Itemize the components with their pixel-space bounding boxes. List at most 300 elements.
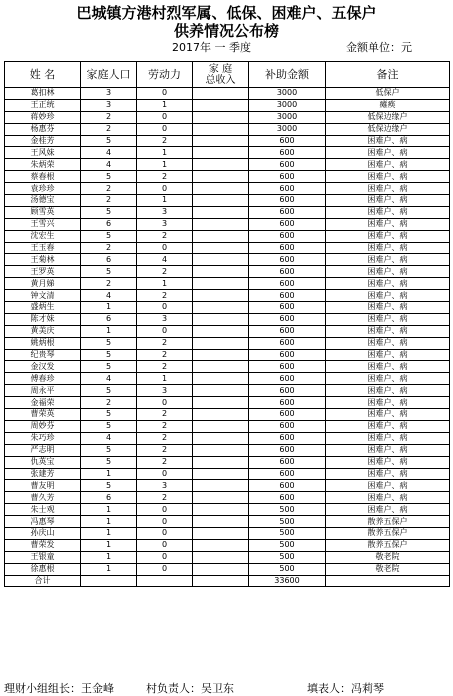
total-empty-note — [326, 575, 450, 587]
cell-labor: 1 — [137, 195, 193, 207]
cell-income — [193, 420, 249, 432]
table-row — [5, 385, 450, 397]
cell-labor: 2 — [137, 409, 193, 421]
cell-name: 姚炳根 — [5, 337, 81, 349]
cell-name: 王银童 — [5, 551, 81, 563]
cell-labor: 0 — [137, 325, 193, 337]
header-subsidy: 补助金额 — [249, 62, 326, 88]
cell-labor: 2 — [137, 266, 193, 278]
cell-labor: 0 — [137, 504, 193, 516]
cell-subsidy: 600 — [249, 254, 326, 266]
cell-note: 敬老院 — [326, 563, 450, 575]
cell-note: 困难户、病 — [326, 432, 450, 444]
cell-labor: 3 — [137, 218, 193, 230]
cell-labor: 1 — [137, 99, 193, 111]
cell-name: 张建芳 — [5, 468, 81, 480]
cell-family: 1 — [81, 563, 137, 575]
table-row — [5, 218, 450, 230]
table-row — [5, 468, 450, 480]
cell-subsidy: 600 — [249, 325, 326, 337]
cell-family: 5 — [81, 385, 137, 397]
cell-note: 瘫痪 — [326, 99, 450, 111]
cell-family: 4 — [81, 147, 137, 159]
cell-income — [193, 409, 249, 421]
header-note: 备注 — [326, 62, 450, 88]
cell-family: 3 — [81, 99, 137, 111]
cell-note: 困难户、病 — [326, 183, 450, 195]
table-row — [5, 183, 450, 195]
table-row — [5, 373, 450, 385]
cell-family: 5 — [81, 361, 137, 373]
cell-subsidy: 600 — [249, 195, 326, 207]
cell-subsidy: 600 — [249, 480, 326, 492]
table-row — [5, 409, 450, 421]
cell-name: 黄美庆 — [5, 325, 81, 337]
cell-name: 金汉发 — [5, 361, 81, 373]
cell-subsidy: 3000 — [249, 123, 326, 135]
table-row — [5, 278, 450, 290]
cell-labor: 0 — [137, 111, 193, 123]
table-row — [5, 195, 450, 207]
cell-family: 2 — [81, 397, 137, 409]
cell-name: 周妙芬 — [5, 420, 81, 432]
table-row — [5, 444, 450, 456]
table-row — [5, 480, 450, 492]
cell-name: 沈宏生 — [5, 230, 81, 242]
cell-income — [193, 183, 249, 195]
cell-family: 5 — [81, 266, 137, 278]
cell-note: 困难户、病 — [326, 266, 450, 278]
cell-note: 困难户、病 — [326, 504, 450, 516]
cell-labor: 2 — [137, 135, 193, 147]
cell-income — [193, 135, 249, 147]
cell-family: 2 — [81, 195, 137, 207]
cell-note: 散养五保户 — [326, 516, 450, 528]
cell-name: 蒋妙珍 — [5, 111, 81, 123]
cell-subsidy: 600 — [249, 373, 326, 385]
cell-income — [193, 254, 249, 266]
cell-family: 2 — [81, 278, 137, 290]
cell-labor: 2 — [137, 349, 193, 361]
cell-family: 1 — [81, 468, 137, 480]
cell-subsidy: 600 — [249, 456, 326, 468]
cell-labor: 3 — [137, 385, 193, 397]
cell-note: 困难户、病 — [326, 290, 450, 302]
total-row — [5, 575, 450, 587]
table-row — [5, 171, 450, 183]
cell-family: 1 — [81, 527, 137, 539]
cell-income — [193, 468, 249, 480]
cell-name: 盛炳生 — [5, 302, 81, 314]
cell-labor: 2 — [137, 492, 193, 504]
cell-name: 王罗英 — [5, 266, 81, 278]
table-row — [5, 349, 450, 361]
cell-note: 困难户、病 — [326, 171, 450, 183]
cell-subsidy: 3000 — [249, 111, 326, 123]
cell-family: 4 — [81, 159, 137, 171]
cell-note: 困难户、病 — [326, 337, 450, 349]
title-line-1: 巴城镇方港村烈军属、低保、困难户、五保户 — [76, 4, 377, 22]
cell-note: 困难户、病 — [326, 373, 450, 385]
table-body — [5, 88, 450, 576]
cell-subsidy: 600 — [249, 159, 326, 171]
table-row — [5, 492, 450, 504]
cell-family: 6 — [81, 254, 137, 266]
total-label: 合计 — [5, 575, 81, 587]
cell-name: 陈才妹 — [5, 313, 81, 325]
cell-note: 困难户、病 — [326, 135, 450, 147]
cell-income — [193, 397, 249, 409]
cell-name: 黄月娣 — [5, 278, 81, 290]
cell-income — [193, 111, 249, 123]
cell-note: 困难户、病 — [326, 302, 450, 314]
cell-subsidy: 600 — [249, 278, 326, 290]
header-row — [5, 62, 450, 88]
table-row — [5, 230, 450, 242]
cell-subsidy: 600 — [249, 492, 326, 504]
cell-income — [193, 302, 249, 314]
table-row — [5, 539, 450, 551]
cell-name: 纪贵琴 — [5, 349, 81, 361]
cell-note: 困难户、病 — [326, 468, 450, 480]
cell-income — [193, 290, 249, 302]
cell-name: 金桂芳 — [5, 135, 81, 147]
cell-name: 曹久芳 — [5, 492, 81, 504]
cell-note: 散养五保户 — [326, 539, 450, 551]
cell-name: 钟文清 — [5, 290, 81, 302]
cell-family: 1 — [81, 504, 137, 516]
cell-note: 困难户、病 — [326, 385, 450, 397]
cell-income — [193, 361, 249, 373]
cell-labor: 0 — [137, 527, 193, 539]
cell-note: 困难户、病 — [326, 409, 450, 421]
cell-subsidy: 500 — [249, 539, 326, 551]
cell-income — [193, 325, 249, 337]
cell-income — [193, 551, 249, 563]
cell-labor: 1 — [137, 373, 193, 385]
cell-note: 困难户、病 — [326, 159, 450, 171]
total-empty-labor — [137, 575, 193, 587]
cell-income — [193, 242, 249, 254]
cell-note: 困难户、病 — [326, 444, 450, 456]
cell-subsidy: 600 — [249, 290, 326, 302]
cell-subsidy: 600 — [249, 242, 326, 254]
cell-note: 困难户、病 — [326, 278, 450, 290]
cell-name: 王菊林 — [5, 254, 81, 266]
cell-subsidy: 600 — [249, 218, 326, 230]
cell-labor: 0 — [137, 88, 193, 100]
cell-income — [193, 230, 249, 242]
cell-name: 朱炳荣 — [5, 159, 81, 171]
cell-name: 蔡春根 — [5, 171, 81, 183]
cell-family: 5 — [81, 337, 137, 349]
cell-subsidy: 600 — [249, 409, 326, 421]
cell-family: 5 — [81, 409, 137, 421]
cell-family: 5 — [81, 230, 137, 242]
cell-income — [193, 539, 249, 551]
cell-family: 4 — [81, 373, 137, 385]
cell-subsidy: 600 — [249, 432, 326, 444]
cell-subsidy: 600 — [249, 302, 326, 314]
cell-income — [193, 527, 249, 539]
cell-family: 1 — [81, 325, 137, 337]
table-row — [5, 159, 450, 171]
cell-subsidy: 600 — [249, 420, 326, 432]
cell-note: 困难户、病 — [326, 313, 450, 325]
cell-name: 王玉春 — [5, 242, 81, 254]
table-row — [5, 504, 450, 516]
cell-name: 朱巧珍 — [5, 432, 81, 444]
cell-note: 困难户、病 — [326, 456, 450, 468]
period-label: 2017年 一 季度 — [172, 41, 251, 54]
cell-subsidy: 600 — [249, 183, 326, 195]
cell-note: 困难户、病 — [326, 420, 450, 432]
header-labor: 劳动力 — [137, 62, 193, 88]
cell-income — [193, 278, 249, 290]
cell-labor: 0 — [137, 397, 193, 409]
cell-family: 5 — [81, 135, 137, 147]
cell-name: 葛扣林 — [5, 88, 81, 100]
table-row — [5, 88, 450, 100]
cell-labor: 1 — [137, 278, 193, 290]
cell-income — [193, 432, 249, 444]
table-row — [5, 266, 450, 278]
footer-village-head: 村负责人：吴卫东 — [146, 682, 234, 695]
table-row — [5, 206, 450, 218]
cell-labor: 2 — [137, 432, 193, 444]
cell-income — [193, 504, 249, 516]
cell-name: 严志明 — [5, 444, 81, 456]
cell-subsidy: 600 — [249, 361, 326, 373]
cell-note: 困难户、病 — [326, 206, 450, 218]
cell-labor: 3 — [137, 313, 193, 325]
cell-name: 周永平 — [5, 385, 81, 397]
cell-labor: 0 — [137, 468, 193, 480]
cell-income — [193, 385, 249, 397]
cell-labor: 2 — [137, 361, 193, 373]
cell-note: 散养五保户 — [326, 527, 450, 539]
cell-subsidy: 3000 — [249, 99, 326, 111]
header-family: 家庭人口 — [81, 62, 137, 88]
cell-name: 袁珍珍 — [5, 183, 81, 195]
cell-name: 曹荣英 — [5, 409, 81, 421]
cell-income — [193, 516, 249, 528]
cell-income — [193, 266, 249, 278]
cell-income — [193, 171, 249, 183]
cell-family: 5 — [81, 349, 137, 361]
cell-labor: 2 — [137, 290, 193, 302]
cell-income — [193, 88, 249, 100]
cell-family: 5 — [81, 420, 137, 432]
cell-name: 王雪兴 — [5, 218, 81, 230]
cell-name: 汤德宝 — [5, 195, 81, 207]
cell-income — [193, 492, 249, 504]
cell-family: 6 — [81, 218, 137, 230]
cell-name: 孙庆山 — [5, 527, 81, 539]
header-income-top: 家 庭 — [208, 63, 233, 75]
table-row — [5, 147, 450, 159]
cell-subsidy: 600 — [249, 147, 326, 159]
cell-income — [193, 147, 249, 159]
cell-note: 困难户、病 — [326, 218, 450, 230]
cell-labor: 0 — [137, 183, 193, 195]
cell-note: 困难户、病 — [326, 242, 450, 254]
cell-labor: 0 — [137, 123, 193, 135]
cell-income — [193, 444, 249, 456]
table-row — [5, 397, 450, 409]
cell-income — [193, 218, 249, 230]
total-empty-family — [81, 575, 137, 587]
cell-note: 低保户 — [326, 88, 450, 100]
cell-subsidy: 500 — [249, 563, 326, 575]
cell-family: 2 — [81, 183, 137, 195]
cell-subsidy: 500 — [249, 516, 326, 528]
cell-subsidy: 600 — [249, 385, 326, 397]
cell-income — [193, 313, 249, 325]
cell-subsidy: 600 — [249, 313, 326, 325]
cell-family: 3 — [81, 88, 137, 100]
cell-income — [193, 195, 249, 207]
cell-labor: 0 — [137, 242, 193, 254]
table-row — [5, 302, 450, 314]
cell-labor: 1 — [137, 147, 193, 159]
table-row — [5, 551, 450, 563]
cell-family: 4 — [81, 432, 137, 444]
cell-income — [193, 349, 249, 361]
table-row — [5, 432, 450, 444]
cell-name: 傅春珍 — [5, 373, 81, 385]
cell-name: 徐惠根 — [5, 563, 81, 575]
cell-labor: 2 — [137, 420, 193, 432]
table-row — [5, 313, 450, 325]
cell-labor: 2 — [137, 171, 193, 183]
header-income — [193, 62, 249, 88]
footer-preparer: 填表人：冯莉琴 — [307, 682, 384, 695]
header-name: 姓 名 — [5, 62, 81, 88]
table-row — [5, 456, 450, 468]
table-row — [5, 361, 450, 373]
cell-subsidy: 600 — [249, 230, 326, 242]
cell-name: 顾雪英 — [5, 206, 81, 218]
table-row — [5, 420, 450, 432]
cell-name: 金福荣 — [5, 397, 81, 409]
cell-subsidy: 600 — [249, 135, 326, 147]
cell-income — [193, 373, 249, 385]
table-row — [5, 254, 450, 266]
cell-income — [193, 123, 249, 135]
cell-labor: 2 — [137, 230, 193, 242]
unit-label: 金额单位：元 — [346, 41, 412, 54]
total-empty-income — [193, 575, 249, 587]
cell-labor: 2 — [137, 444, 193, 456]
cell-income — [193, 99, 249, 111]
cell-note: 困难户、病 — [326, 397, 450, 409]
title-line-2: 供养情况公布榜 — [173, 22, 279, 40]
total-subsidy: 33600 — [249, 575, 326, 587]
cell-subsidy: 500 — [249, 504, 326, 516]
cell-family: 5 — [81, 456, 137, 468]
cell-family: 2 — [81, 242, 137, 254]
cell-family: 5 — [81, 171, 137, 183]
cell-name: 王正统 — [5, 99, 81, 111]
table-row — [5, 242, 450, 254]
cell-income — [193, 563, 249, 575]
cell-subsidy: 500 — [249, 527, 326, 539]
cell-family: 2 — [81, 123, 137, 135]
cell-subsidy: 3000 — [249, 88, 326, 100]
cell-note: 敬老院 — [326, 551, 450, 563]
cell-labor: 1 — [137, 159, 193, 171]
cell-note: 困难户、病 — [326, 147, 450, 159]
cell-labor: 3 — [137, 480, 193, 492]
cell-income — [193, 159, 249, 171]
cell-subsidy: 600 — [249, 349, 326, 361]
cell-labor: 2 — [137, 337, 193, 349]
cell-subsidy: 600 — [249, 266, 326, 278]
table-row — [5, 527, 450, 539]
cell-note: 困难户、病 — [326, 325, 450, 337]
header-income-bottom: 总收入 — [205, 74, 236, 86]
table-row — [5, 325, 450, 337]
cell-family: 6 — [81, 492, 137, 504]
cell-income — [193, 337, 249, 349]
cell-labor: 2 — [137, 456, 193, 468]
cell-note: 困难户、病 — [326, 195, 450, 207]
cell-family: 1 — [81, 302, 137, 314]
table-row — [5, 99, 450, 111]
cell-name: 朱士观 — [5, 504, 81, 516]
cell-income — [193, 206, 249, 218]
cell-income — [193, 480, 249, 492]
cell-income — [193, 456, 249, 468]
cell-family: 6 — [81, 313, 137, 325]
cell-labor: 0 — [137, 539, 193, 551]
cell-family: 1 — [81, 516, 137, 528]
cell-subsidy: 600 — [249, 337, 326, 349]
cell-family: 5 — [81, 480, 137, 492]
cell-note: 困难户、病 — [326, 230, 450, 242]
cell-note: 困难户、病 — [326, 480, 450, 492]
cell-name: 曹友明 — [5, 480, 81, 492]
cell-subsidy: 600 — [249, 171, 326, 183]
cell-name: 王风妹 — [5, 147, 81, 159]
cell-subsidy: 600 — [249, 206, 326, 218]
cell-labor: 0 — [137, 551, 193, 563]
cell-note: 困难户、病 — [326, 361, 450, 373]
cell-subsidy: 600 — [249, 397, 326, 409]
subsidy-table — [4, 61, 450, 587]
table-row — [5, 563, 450, 575]
cell-labor: 0 — [137, 516, 193, 528]
cell-family: 1 — [81, 539, 137, 551]
cell-labor: 0 — [137, 302, 193, 314]
table-row — [5, 111, 450, 123]
cell-labor: 0 — [137, 563, 193, 575]
cell-family: 5 — [81, 444, 137, 456]
cell-labor: 4 — [137, 254, 193, 266]
cell-note: 困难户、病 — [326, 492, 450, 504]
cell-subsidy: 600 — [249, 468, 326, 480]
cell-subsidy: 600 — [249, 444, 326, 456]
cell-note: 困难户、病 — [326, 349, 450, 361]
cell-note: 低保边缘户 — [326, 123, 450, 135]
table-row — [5, 135, 450, 147]
cell-family: 1 — [81, 551, 137, 563]
cell-note: 低保边缘户 — [326, 111, 450, 123]
cell-family: 2 — [81, 111, 137, 123]
cell-name: 仇英宝 — [5, 456, 81, 468]
cell-note: 困难户、病 — [326, 254, 450, 266]
